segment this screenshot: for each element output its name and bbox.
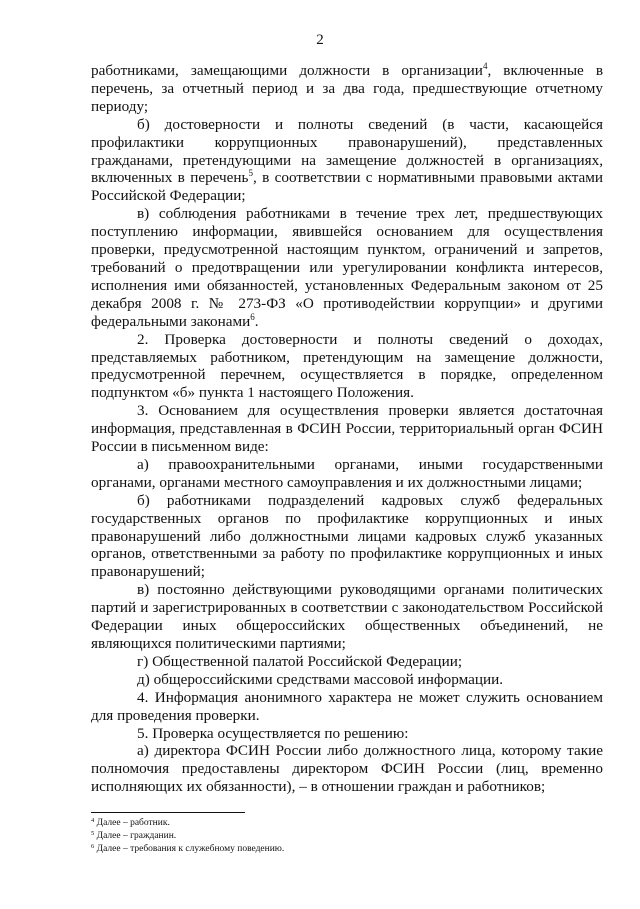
footnote-4: $^4$ Далее – работник. [91, 817, 170, 828]
document-body [91, 62, 603, 796]
paragraph-3d: д) общероссийскими средствами массовой информации. [137, 670, 504, 688]
paragraph-continuation: работниками, замещающими должности в организации$^4$, включенные в перечень, за отчетный период и за два года, предшествующие отчетному периоду; [91, 61, 603, 115]
page-number: 2 [316, 32, 324, 48]
footnote-divider [91, 812, 245, 813]
paragraph-4: 4. Информация анонимного характера не может служить основанием для проведения проверки. [91, 688, 603, 724]
paragraph-3b: б) работниками подразделений кадровых служб федеральных государственных органов по профилактике коррупционных и иных правонарушений либо должностными лицами кадровых служб указанных органов, ответственными за работу по профилактике коррупционных и иных правонарушений; [91, 491, 603, 581]
footnote-5: $^5$ Далее – гражданин. [91, 829, 177, 841]
footnotes [91, 817, 491, 855]
paragraph-1v: в) соблюдения работниками в течение трех лет, предшествующих поступлению информации, явившейся основанием для осуществления проверки, предусмотренной настоящим пунктом, ограничений и запретов, требований о предотвращении или урегулировании конфликта интересов, исполнения ими обязанностей, установленных Федеральным законом от 25 декабря 2008 г. № 273-ФЗ «О противодействии коррупции» и другими федеральными законами$^6$. [91, 205, 603, 330]
paragraph-3v: в) постоянно действующими руководящими органами политических партий и зарегистрированных в соответствии с законодательством Российской Федерации иных общероссийских общественных объединений, не являющихся политическими партиями; [91, 581, 603, 652]
footnote-6: $^6$ Далее – требования к служебному поведению. [91, 842, 285, 854]
paragraph-2: 2. Проверка достоверности и полноты сведений о доходах, представляемых работником, претендующим на замещение должности, предусмотренной перечнем, осуществляется в порядке, определенном подпунктом «б» пункта 1 настоящего Положения. [91, 330, 603, 402]
footnote-ref: 5 [248, 168, 253, 179]
paragraph-5: 5. Проверка осуществляется по решению: [137, 724, 409, 742]
paragraph-3: 3. Основанием для осуществления проверки является достаточная информация, представленная в ФСИН России, территориальный орган ФСИН России в письменном виде: [91, 402, 603, 456]
paragraph-1b: б) достоверности и полноты сведений (в части, касающейся профилактики коррупционных правонарушений), представленных гражданами, претендующими на замещение должностей в организациях, включенных в перечень$^5$, в соответствии с нормативными правовыми актами Российской Федерации; [91, 115, 603, 205]
paragraph-5a: а) директора ФСИН России либо должностного лица, которому такие полномочия предоставлены директором ФСИН России (лиц, временно исполняющих их обязанности), – в отношении граждан и работников; [91, 742, 603, 796]
footnote-ref: 4 [482, 61, 488, 71]
paragraph-3g: г) Общественной палатой Российской Федерации; [137, 652, 463, 670]
paragraph-3a: а) правоохранительными органами, иными государственными органами, органами местного самоуправления и их должностными лицами; [91, 455, 603, 491]
footnote-ref: 6 [250, 311, 255, 322]
